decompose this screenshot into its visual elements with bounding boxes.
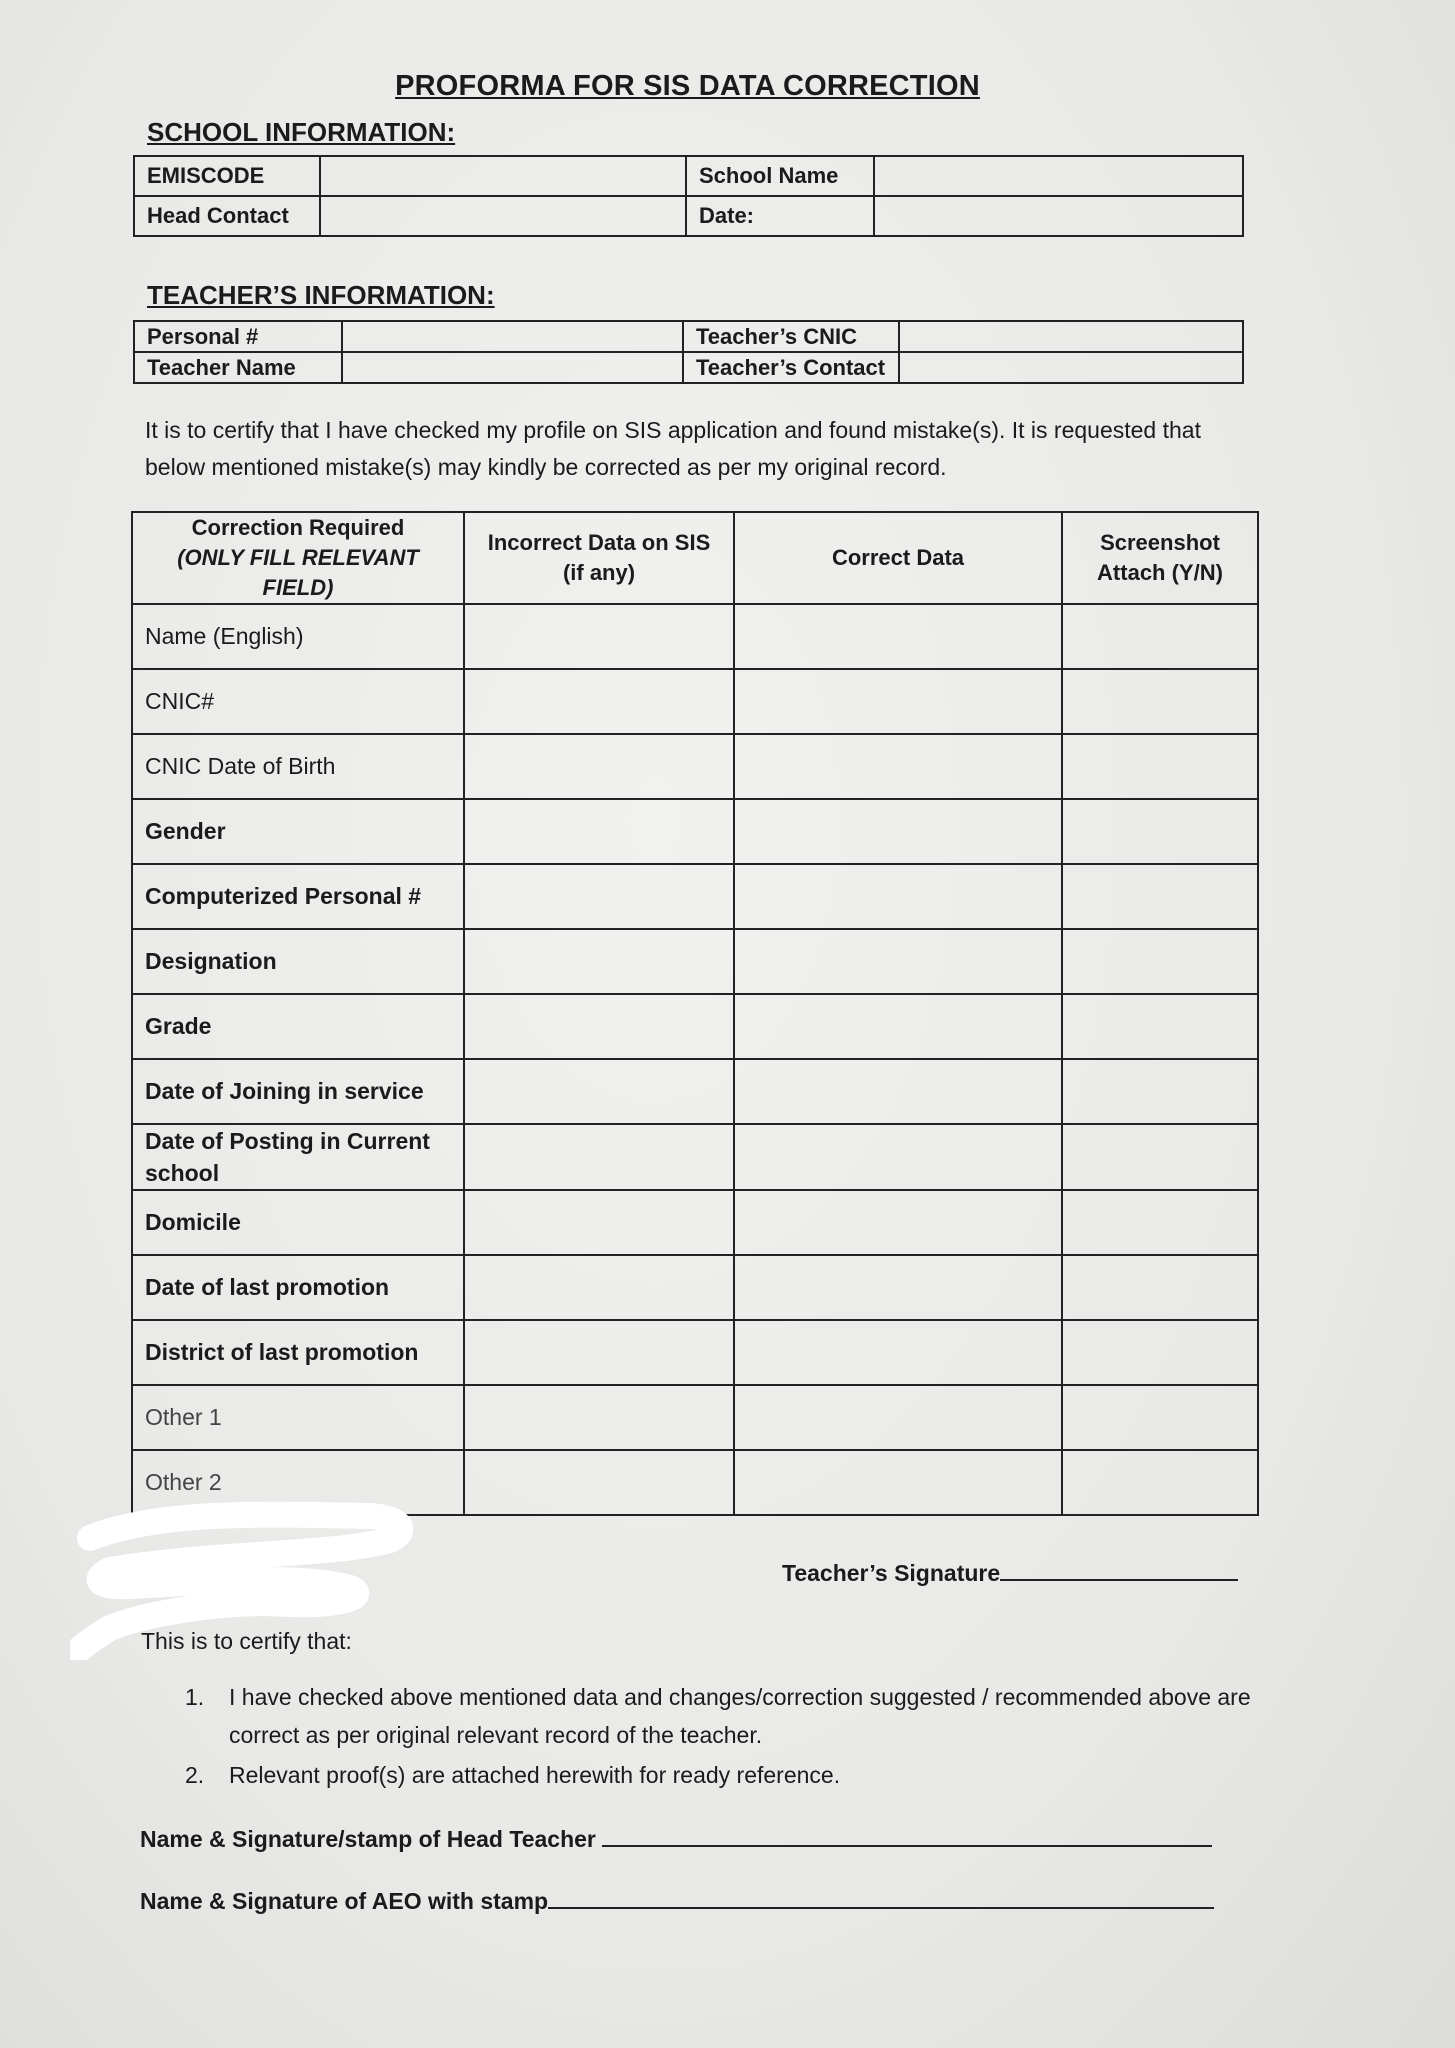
date-label: Date: [686,196,874,236]
screenshot-cell[interactable] [1062,1385,1258,1450]
row-label: CNIC# [132,669,464,734]
table-row [132,734,1258,799]
screenshot-cell[interactable] [1062,799,1258,864]
incorrect-data-cell[interactable] [464,994,734,1059]
head-teacher-signature [140,1826,1212,1853]
school-info-table [133,155,1244,237]
incorrect-data-cell[interactable] [464,929,734,994]
screenshot-cell[interactable] [1062,864,1258,929]
list-item-number: 1. [185,1684,205,1710]
correct-data-cell[interactable] [734,1059,1062,1124]
table-row [132,864,1258,929]
list-item [185,1756,1255,1794]
teacher-signature [782,1560,1238,1587]
emiscode-field[interactable] [320,156,686,196]
certify-paragraph: It is to certify that I have checked my profile on SIS application and found mistake(s). It is requested that below mentioned mistake(s) may kindly be corrected as per my original record. [145,417,1201,480]
header-correction-required [132,512,464,604]
table-row [132,1255,1258,1320]
list-item-text: Relevant proof(s) are attached herewith for ready reference. [229,1762,841,1788]
head-contact-field[interactable] [320,196,686,236]
table-row [132,799,1258,864]
list-item-text: I have checked above mentioned data and changes/correction suggested / recommended above are correct as per original relevant record of the teacher. [229,1684,1251,1748]
correction-table-header [132,512,1258,604]
row-label: Designation [132,929,464,994]
screenshot-cell[interactable] [1062,1124,1258,1190]
screenshot-cell[interactable] [1062,929,1258,994]
row-label: Date of Joining in service [132,1059,464,1124]
incorrect-data-cell[interactable] [464,1255,734,1320]
table-row [132,604,1258,669]
row-label: Gender [132,799,464,864]
teacher-signature-label: Teacher’s Signature [782,1560,1001,1586]
teacher-contact-field[interactable] [899,352,1243,383]
school-name-label: School Name [686,156,874,196]
table-row [132,994,1258,1059]
table-row [132,1124,1258,1190]
correct-data-cell[interactable] [734,734,1062,799]
table-row [132,1320,1258,1385]
certify-that-text: This is to certify that: [141,1628,352,1654]
incorrect-data-cell[interactable] [464,1059,734,1124]
screenshot-cell[interactable] [1062,604,1258,669]
row-label: Domicile [132,1190,464,1255]
correction-table [131,511,1259,1516]
date-field[interactable] [874,196,1243,236]
teacher-cnic-field[interactable] [899,321,1243,352]
correct-data-cell[interactable] [734,929,1062,994]
incorrect-data-cell[interactable] [464,604,734,669]
aeo-signature [140,1888,1214,1915]
correct-data-cell[interactable] [734,1450,1062,1515]
list-item [185,1678,1255,1754]
teacher-info-table [133,320,1244,384]
header-correction-required-line1: Correction Required [191,515,405,540]
incorrect-data-cell[interactable] [464,1450,734,1515]
incorrect-data-cell[interactable] [464,669,734,734]
correct-data-cell[interactable] [734,1320,1062,1385]
teacher-contact-label: Teacher’s Contact [683,352,899,383]
row-label: Date of last promotion [132,1255,464,1320]
table-row [132,669,1258,734]
row-label: Other 2 [132,1450,464,1515]
incorrect-data-cell[interactable] [464,1190,734,1255]
screenshot-cell[interactable] [1062,669,1258,734]
head-teacher-label: Name & Signature/stamp of Head Teacher [140,1826,596,1852]
header-incorrect-data-line2: (if any) [562,560,636,585]
certify-list [185,1678,1255,1796]
row-label: District of last promotion [132,1320,464,1385]
screenshot-cell[interactable] [1062,1255,1258,1320]
incorrect-data-cell[interactable] [464,864,734,929]
row-label: Other 1 [132,1385,464,1450]
incorrect-data-cell[interactable] [464,734,734,799]
header-incorrect-data [464,512,734,604]
incorrect-data-cell[interactable] [464,1385,734,1450]
head-contact-label: Head Contact [134,196,320,236]
correct-data-cell[interactable] [734,1190,1062,1255]
school-name-field[interactable] [874,156,1243,196]
aeo-label: Name & Signature of AEO with stamp [140,1888,549,1914]
header-incorrect-data-line1: Incorrect Data on SIS [487,530,711,555]
teacher-name-label: Teacher Name [134,352,342,383]
correct-data-cell[interactable] [734,1255,1062,1320]
emiscode-label: EMISCODE [134,156,320,196]
head-teacher-signature-line[interactable] [602,1845,1212,1847]
incorrect-data-cell[interactable] [464,799,734,864]
personal-no-field[interactable] [342,321,683,352]
page-title: PROFORMA FOR SIS DATA CORRECTION [395,70,980,102]
teacher-name-field[interactable] [342,352,683,383]
correct-data-cell[interactable] [734,1385,1062,1450]
personal-no-label: Personal # [134,321,342,352]
table-row [132,1190,1258,1255]
screenshot-cell[interactable] [1062,734,1258,799]
header-correct-data: Correct Data [734,512,1062,604]
aeo-signature-line[interactable] [548,1907,1214,1909]
list-item-number: 2. [185,1762,205,1788]
header-screenshot [1062,512,1258,604]
row-label: CNIC Date of Birth [132,734,464,799]
screenshot-cell[interactable] [1062,994,1258,1059]
correct-data-cell[interactable] [734,669,1062,734]
incorrect-data-cell[interactable] [464,1320,734,1385]
correct-data-cell[interactable] [734,1124,1062,1190]
row-label: Grade [132,994,464,1059]
header-screenshot-line1: Screenshot [1100,530,1220,555]
header-correction-required-line2: (ONLY FILL RELEVANT FIELD) [177,545,419,600]
screenshot-cell[interactable] [1062,1320,1258,1385]
correct-data-cell[interactable] [734,799,1062,864]
teacher-info-heading: TEACHER’S INFORMATION: [147,280,495,310]
table-row [132,929,1258,994]
school-info-heading: SCHOOL INFORMATION: [147,117,456,147]
table-row [132,1059,1258,1124]
teacher-signature-line[interactable] [1000,1579,1238,1581]
correct-data-cell[interactable] [734,604,1062,669]
incorrect-data-cell[interactable] [464,1124,734,1190]
correct-data-cell[interactable] [734,864,1062,929]
screenshot-cell[interactable] [1062,1190,1258,1255]
correct-data-cell[interactable] [734,994,1062,1059]
screenshot-cell[interactable] [1062,1450,1258,1515]
table-row [132,1385,1258,1450]
row-label: Date of Posting in Current school [132,1124,464,1190]
teacher-cnic-label: Teacher’s CNIC [683,321,899,352]
row-label: Name (English) [132,604,464,669]
header-screenshot-line2: Attach (Y/N) [1097,560,1223,585]
screenshot-cell[interactable] [1062,1059,1258,1124]
row-label: Computerized Personal # [132,864,464,929]
